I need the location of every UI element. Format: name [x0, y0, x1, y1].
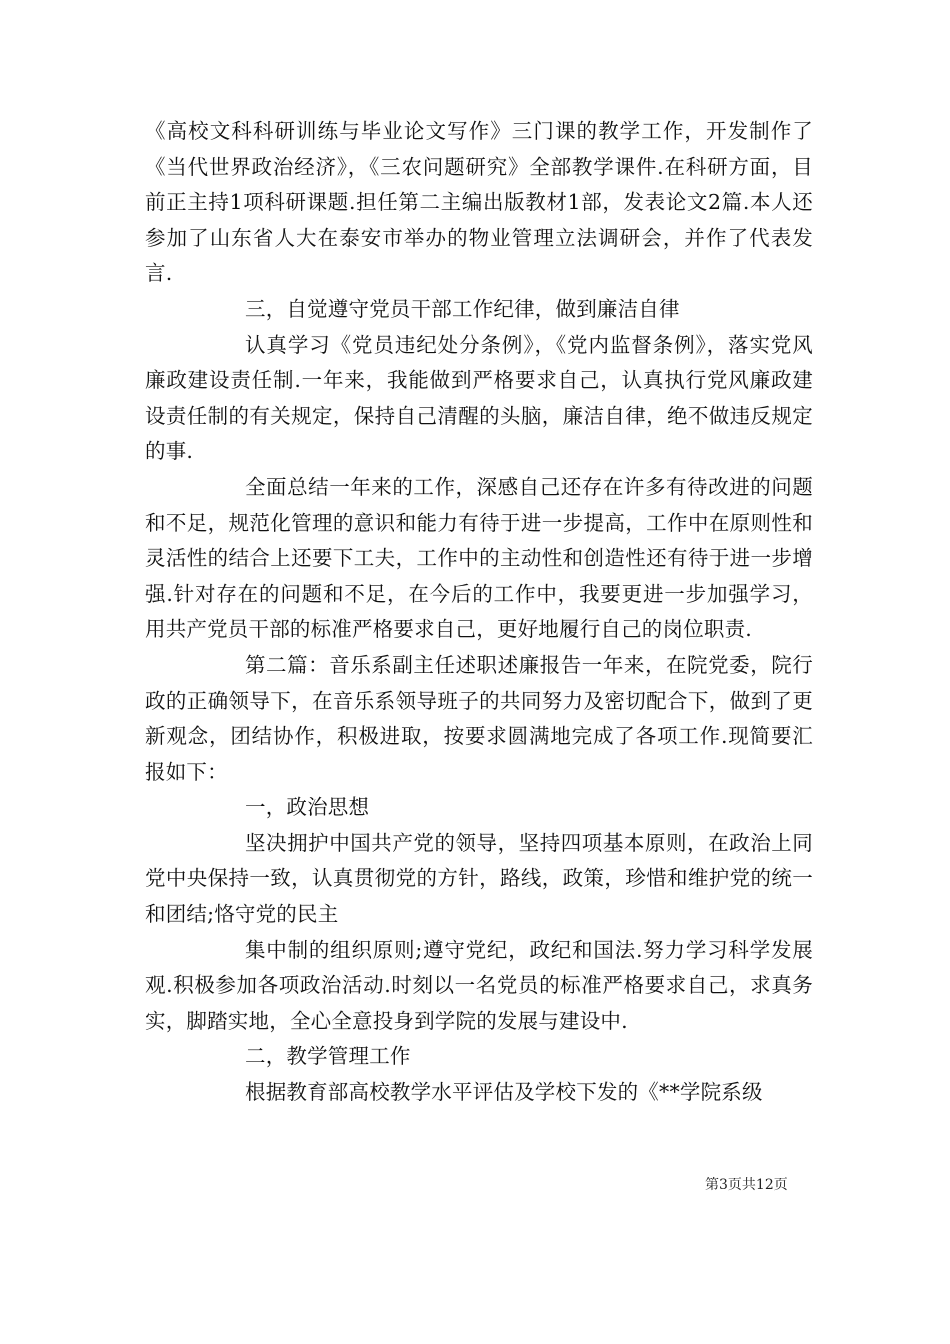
paragraph: 全面总结一年来的工作，深感自己还存在许多有待改进的问题和不足，规范化管理的意识和能力有待于进一步提高，工作中在原则性和灵活性的结合上还要下工夫，工作中的主动性和创造性还有待于进一步增强.针对存在的问题和不足，在今后的工作中，我要更进一步加强学习，用共产党员干部的标准严格要求自己，更好地履行自己的岗位职责. — [145, 474, 813, 642]
section-heading: 二，教学管理工作 — [245, 1044, 411, 1069]
paragraph: 集中制的组织原则;遵守党纪，政纪和国法.努力学习科学发展观.积极参加各项政治活动.时刻以一名党员的标准严格要求自己，求真务实，脚踏实地，全心全意投身到学院的发展与建设中. — [145, 937, 813, 1033]
paragraph: 认真学习《党员违纪处分条例》，《党内监督条例》，落实党风廉政建设责任制.一年来，我能做到严格要求自己，认真执行党风廉政建设责任制的有关规定，保持自己清醒的头脑，廉洁自律，绝不做违反规定的事. — [145, 332, 813, 464]
document-body — [145, 114, 813, 1111]
paragraph: 《高校文科科研训练与毕业论文写作》三门课的教学工作，开发制作了《当代世界政治经济》，《三农问题研究》全部教学课件.在科研方面，目前正主持1项科研课题.担任第二主编出版教材1部，发表论文2篇.本人还参加了山东省人大在泰安市举办的物业管理立法调研会，并作了代表发言. — [145, 119, 813, 286]
section-heading: 一，政治思想 — [245, 795, 370, 820]
paragraph: 第二篇：音乐系副主任述职述廉报告一年来，在院党委，院行政的正确领导下，在音乐系领导班子的共同努力及密切配合下，做到了更新观念，团结协作，积极进取，按要求圆满地完成了各项工作.现简要汇报如下： — [145, 652, 813, 784]
paragraph: 根据教育部高校教学水平评估及学校下发的《**学院系级 — [245, 1080, 763, 1105]
paragraph: 坚决拥护中国共产党的领导，坚持四项基本原则，在政治上同党中央保持一致，认真贯彻党的方针，路线，政策，珍惜和维护党的统一和团结;恪守党的民主 — [145, 830, 813, 927]
page-number: 第3页共12页 — [705, 1177, 788, 1193]
section-heading: 三，自觉遵守党员干部工作纪律，做到廉洁自律 — [245, 296, 680, 321]
